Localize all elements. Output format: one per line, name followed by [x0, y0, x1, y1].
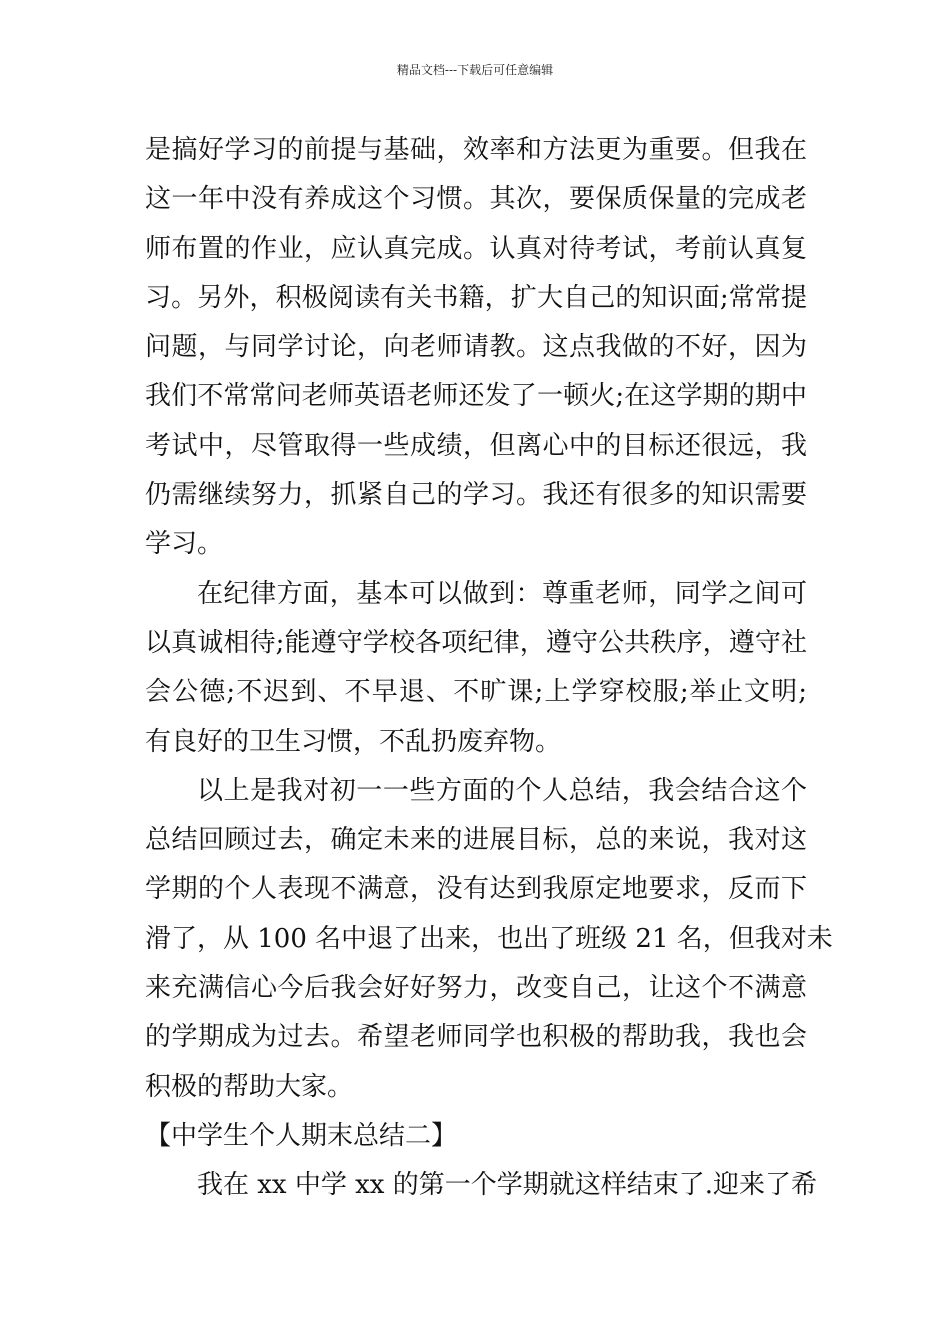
document-body [145, 126, 833, 1211]
text-line: 考试中，尽管取得一些成绩，但离心中的目标还很远，我 [145, 430, 807, 461]
text-line: 是搞好学习的前提与基础，效率和方法更为重要。但我在 [145, 135, 807, 165]
section-heading: 【中学生个人期末总结二】 [145, 1120, 458, 1151]
text-line: 积极的帮助大家。 [145, 1071, 354, 1102]
text-line: 我们不常常问老师英语老师还发了一顿火;在这学期的期中 [145, 381, 807, 412]
text-line: 有良好的卫生习惯，不乱扔废弃物。 [145, 726, 562, 757]
text-line: 以真诚相待;能遵守学校各项纪律，遵守公共秩序，遵守社 [145, 627, 807, 658]
text-line: 学期的个人表现不满意，没有达到我原定地要求，反而下 [145, 874, 807, 905]
paragraph-start: 在纪律方面，基本可以做到：尊重老师，同学之间可 [197, 578, 807, 609]
paragraph-start: 我在 xx 中学 xx 的第一个学期就这样结束了.迎来了希 [197, 1170, 817, 1201]
paragraph-start: 以上是我对初一一些方面的个人总结，我会结合这个 [197, 775, 807, 806]
text-line: 问题，与同学讨论，向老师请教。这点我做的不好，因为 [145, 332, 807, 363]
text-line: 来充满信心今后我会好好努力，改变自己，让这个不满意 [145, 973, 807, 1004]
text-line: 学习。 [145, 529, 224, 560]
text-line: 会公德;不迟到、不早退、不旷课;上学穿校服;举止文明; [145, 677, 807, 708]
text-line: 滑了，从 100 名中退了出来，也出了班级 21 名，但我对未 [145, 923, 833, 954]
text-line: 的学期成为过去。希望老师同学也积极的帮助我，我也会 [145, 1022, 807, 1053]
text-line: 仍需继续努力，抓紧自己的学习。我还有很多的知识需要 [145, 480, 807, 511]
text-line: 总结回顾过去，确定未来的进展目标，总的来说，我对这 [145, 825, 807, 856]
text-line: 这一年中没有养成这个习惯。其次，要保质保量的完成老 [145, 184, 807, 215]
page-header: 精品文档---下载后可任意编辑 [396, 63, 554, 77]
text-line: 习。另外，积极阅读有关书籍，扩大自己的知识面;常常提 [145, 282, 807, 313]
text-line: 师布置的作业，应认真完成。认真对待考试，考前认真复 [145, 233, 807, 264]
